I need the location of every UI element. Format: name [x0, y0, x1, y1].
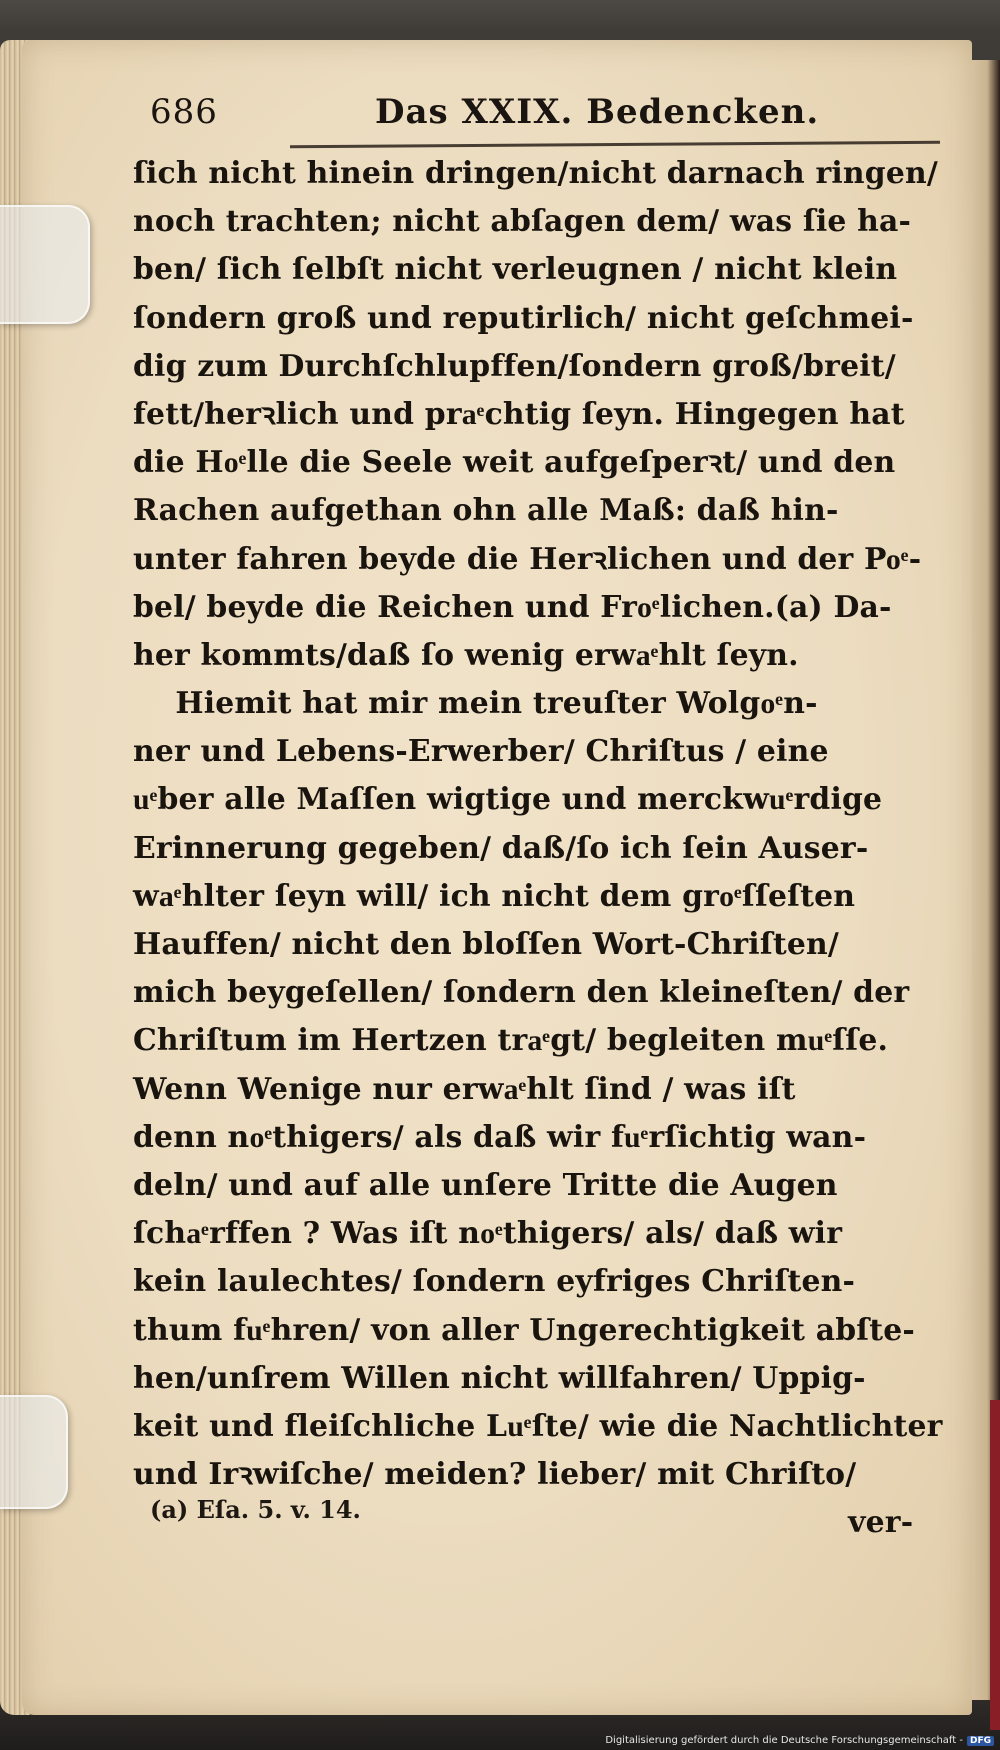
text-line: Wenn Wenige nur erwaͤhlt ſind / was iſt: [133, 1071, 796, 1107]
text-line: die Hoͤlle die Seele weit aufgeſperꝛt/ und den: [133, 445, 896, 481]
text-line: ſich nicht hinein dringen/nicht darnach ringen/: [133, 156, 938, 191]
text-line: hen/unſrem Willen nicht willfahren/ Uppig-: [133, 1360, 866, 1396]
text-line: ſondern groß und reputirlich/ nicht geſchmei-: [133, 300, 914, 336]
page-header: [150, 92, 950, 142]
page-clip-bottom: [0, 1395, 68, 1509]
body-text: [133, 150, 948, 1547]
text-line: fett/herꝛlich und praͤchtig ſeyn. Hingegen hat: [133, 396, 905, 432]
text-line: uͤber alle Maſſen wigtige und merckwuͤrdige: [133, 782, 883, 818]
text-line: Chriſtum im Hertzen traͤgt/ begleiten muͤſſe.: [133, 1023, 889, 1059]
text-line: deln/ und auf alle unſere Tritte die Augen: [133, 1167, 838, 1203]
text-line: noch trachten; nicht abſagen dem/ was ſie ha-: [133, 204, 912, 240]
text-line: mich beygeſellen/ ſondern den kleineſten/ der: [133, 975, 910, 1011]
running-title: Das XXIX. Bedencken.: [375, 92, 820, 132]
page-clip-top: [0, 205, 90, 324]
text-line: Hiemit hat mir mein treuſter Wolgoͤn-: [133, 686, 818, 722]
text-line: thum fuͤhren/ von aller Ungerechtigkeit abſte-: [133, 1312, 916, 1348]
dfg-logo-icon: DFG: [967, 1736, 994, 1746]
text-line: und Irꝛwiſche/ meiden? lieber/ mit Chriſto/: [133, 1457, 857, 1493]
text-line: keit und fleiſchliche Luͤſte/ wie die Nachtlichter: [133, 1408, 943, 1444]
text-line: bel/ beyde die Reichen und Froͤlichen.(a) Da-: [133, 589, 892, 625]
text-line: waͤhlter ſeyn will/ ich nicht dem groͤſſeſten: [133, 878, 856, 914]
text-line: ner und Lebens-Erwerber/ Chriſtus / eine: [133, 734, 829, 770]
text-line: ben/ ſich ſelbſt nicht verleugnen / nicht klein: [133, 252, 898, 288]
digitization-credit: [605, 1735, 994, 1746]
footnote: (a) Eſa. 5. v. 14.: [150, 1495, 361, 1524]
text-line: ſchaͤrffen ? Was iſt noͤthigers/ als/ daß wir: [133, 1216, 843, 1252]
text-line: dig zum Durchſchlupffen/ſondern groß/breit/: [133, 348, 896, 384]
text-line: her kommts/daß ſo wenig erwaͤhlt ſeyn.: [133, 637, 799, 673]
catchword: ver-: [848, 1505, 914, 1541]
text-line: kein laulechtes/ ſondern eyfriges Chriſten-: [133, 1264, 856, 1300]
text-line: denn noͤthigers/ als daß wir fuͤrſichtig wan-: [133, 1119, 867, 1155]
credit-text: Digitalisierung gefördert durch die Deutsche Forschungsgemeinschaft -: [605, 1735, 963, 1746]
bookmark-ribbon: [990, 1400, 1000, 1730]
text-line: Erinnerung gegeben/ daß/ſo ich ſein Auser-: [133, 830, 869, 866]
text-line: unter fahren beyde die Herꝛlichen und der Poͤ-: [133, 541, 922, 577]
page-number: 686: [150, 92, 218, 132]
text-line: Hauffen/ nicht den bloſſen Wort-Chriſten/: [133, 927, 839, 962]
text-line: Rachen aufgethan ohn alle Maß: daß hin-: [133, 493, 839, 529]
